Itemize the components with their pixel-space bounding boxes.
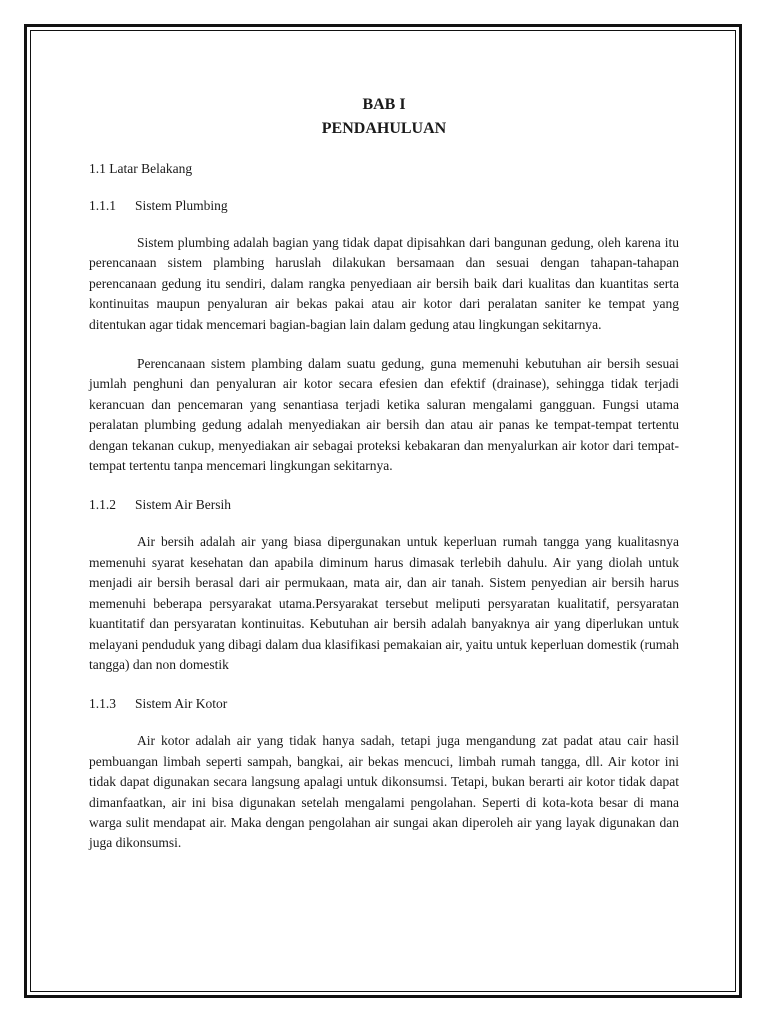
chapter-label: BAB I xyxy=(362,96,406,113)
section-heading: 1.1 Latar Belakang xyxy=(89,161,193,176)
document-body xyxy=(89,93,679,873)
subsection-number: 1.1.1 xyxy=(89,198,116,213)
subsection-heading xyxy=(89,196,679,216)
paragraph: Air kotor adalah air yang tidak hanya sadah, tetapi juga mengandung zat padat atau cair hasil pembuangan limbah seperti sampah, bangkai, air bekas mencuci, limbah rumah tangga, dll. Air kotor ini tidak dapat digunakan secara langsung apalagi untuk dikonsumsi. Tetapi, bukan berarti air kotor tidak dapat dimanfaatkan, air ini bisa digunakan setelah mengalami pengolahan. Seperti di kota-kota besar di mana warga sulit mendapat air. Maka dengan pengolahan air sungai akan diperoleh air yang layak digunakan dan juga dikonsumsi. xyxy=(89,733,679,851)
paragraph: Air bersih adalah air yang biasa dipergunakan untuk keperluan rumah tangga yang kualitasnya memenuhi syarat kesehatan dan apabila diminum harus dimasak terlebih dahulu. Air yang diolah untuk menjadi air bersih berasal dari air permukaan, mata air, dan air tanah. Sistem penyedian air bersih harus memenuhi beberapa persyarakat utama.Persyarakat tersebut meliputi persyaratan kualitatif, persyaratan kuantitatif dan persyaratan kontinuitas. Kebutuhan air bersih adalah banyaknya air yang diperlukan untuk melayani penduduk yang dibagi dalam dua klasifikasi pemakaian air, yaitu untuk keperluan domestik (rumah tangga) dan non domestik xyxy=(89,534,679,672)
chapter-title: PENDAHULUAN xyxy=(321,120,447,137)
subsection-heading xyxy=(89,694,679,714)
subsection-title: Sistem Air Kotor xyxy=(135,696,228,712)
paragraph: Perencanaan sistem plambing dalam suatu gedung, guna memenuhi kebutuhan air bersih sesuai jumlah penghuni dan penyaluran air kotor secara efesien dan efektif (drainase), sehingga tidak terjadi kerancuan dan pencemaran yang senantiasa terjadi ketika saluran mengalami gangguan. Fungsi utama peralatan plumbing gedung adalah menyediakan air bersih dan atau air panas ke tempat-tempat tertentu dengan tekanan cukup, menyediakan air sebagai proteksi kebakaran dan menyalurkan air kotor dari tempat-tempat tertentu tanpa mencemari lingkungan sekitarnya. xyxy=(89,356,679,474)
subsection-heading xyxy=(89,495,679,515)
subsection-title: Sistem Air Bersih xyxy=(135,497,232,513)
paragraph: Sistem plumbing adalah bagian yang tidak dapat dipisahkan dari bangunan gedung, oleh karena itu perencanaan sistem plambing haruslah dilakukan bersamaan dan sesuai dengan tahapan-tahapan perencanaan gedung itu sendiri, dalam rangka penyediaan air bersih baik dari kualitas dan kuantitas serta kontinuitas maupun penyaluran air bekas pakai atau air kotor dari peralatan saniter ke tempat yang ditentukan agar tidak mencemari bagian-bagian lain dalam gedung atau lingkungan sekitarnya. xyxy=(89,235,679,332)
subsection-number: 1.1.2 xyxy=(89,497,116,513)
subsection-number: 1.1.3 xyxy=(89,696,116,712)
subsection-title: Sistem Plumbing xyxy=(135,198,228,213)
